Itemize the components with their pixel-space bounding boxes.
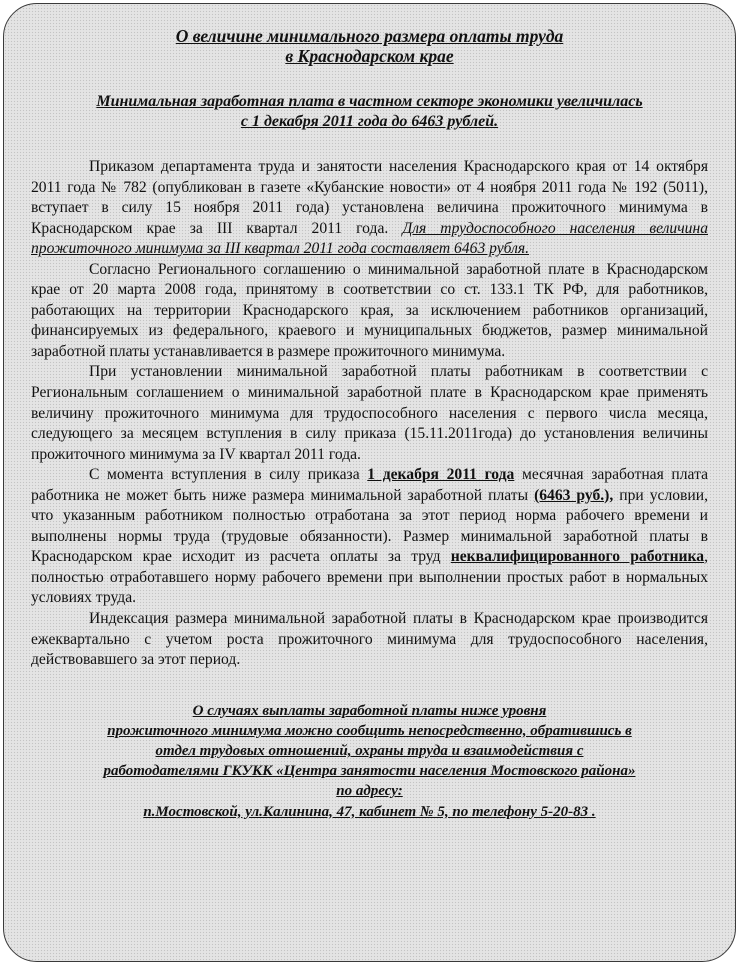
- contact-line-3: отдел трудовых отношений, охраны труда и взаимодействия с: [155, 743, 584, 760]
- paragraph-minimum-wage: [31, 465, 708, 609]
- minimum-wage-text-c: месячная заработная плата работника не может быть ниже размера минимальной заработной платы: [31, 466, 708, 504]
- minimum-wage-text-e: при условии, что указанным работником полностью отработана за этот период норма рабочего времени и выполнены нормы труда (трудовые обязанности). Размер минимальной заработной платы в Краснодарском крае исходит из расчета оплаты за труд: [31, 486, 708, 566]
- minimum-wage-text-a: С момента вступления в силу приказа: [89, 466, 368, 484]
- subsistence-minimum-note: Для трудоспособного населения величина прожиточного минимума за III квартал 2011 года составляет 6463 рубля.: [31, 219, 708, 258]
- unskilled-worker: неквалифицированного работника: [450, 548, 705, 566]
- effective-date: 1 декабря 2011 года: [367, 466, 515, 484]
- contact-line-4: работодателями ГКУКК «Центра занятости населения Мостовского района»: [103, 763, 636, 780]
- contact-line-2: прожиточного минимума можно сообщить непосредственно, обратившись в: [107, 722, 632, 739]
- contact-line-5: по адресу:: [336, 783, 403, 800]
- minimum-wage-text-g: , полностью отработавшего норму рабочего времени при выполнении простых работ в нормальных условиях труда.: [31, 548, 708, 607]
- subtitle-line-1: Минимальная заработная плата в частном секторе экономики увеличилась: [96, 93, 643, 110]
- notice-card: [3, 3, 736, 962]
- page-subtitle: [31, 92, 708, 132]
- contact-address: п.Мостовской, ул.Калинина, 47, кабинет № 5, по телефону 5-20-83 .: [143, 803, 596, 820]
- paragraph-indexation: Индексация размера минимальной заработной платы в Краснодарском крае производится ежеквартально с учетом роста прожиточного минимума для трудоспособного населения, действовавшего за этот период.: [31, 610, 708, 669]
- article-body: [31, 157, 708, 671]
- paragraph-order-text: Приказом департамента труда и занятости населения Краснодарского края от 14 октября 2011 года № 782 (опубликован в газете «Кубанские новости» от 4 ноября 2011 года № 192 (5011), вступает в силу 15 ноября 2011 года) установлена величина прожиточного минимума в Краснодарском крае за III квартал 2011 года.: [31, 158, 708, 237]
- paragraph-order: [31, 157, 708, 260]
- paragraph-application: При установлении минимальной заработной платы работникам в соответствии с Региональным соглашением о минимальной заработной плате в Краснодарском крае применять величину прожиточного минимума для трудоспособного населения с первого числа месяца, следующего за месяцем вступления в силу приказа (15.11.2011года) до установления величины прожиточного минимума за IV квартал 2011 года.: [31, 363, 708, 463]
- contact-info: [31, 701, 708, 822]
- paragraph-agreement: Согласно Регионального соглашению о минимальной заработной плате в Краснодарском крае от 20 марта 2008 года, принятому в соответствии со ст. 133.1 ТК РФ, для работников, работающих на территории Краснодарского края, за исключением работников организаций, финансируемых из федерального, краевого и муниципальных бюджетов, размер минимальной заработной платы устанавливается в размере прожиточного минимума.: [31, 260, 708, 360]
- subtitle-line-2: с 1 декабря 2011 года до 6463 рублей.: [240, 113, 499, 130]
- page-title: [31, 26, 708, 66]
- title-line-1: О величине минимального размера оплаты труда: [175, 26, 564, 46]
- contact-line-1: О случаях выплаты заработной платы ниже уровня: [192, 702, 547, 719]
- title-line-2: в Краснодарском крае: [285, 46, 454, 66]
- minimum-wage-amount: (6463 руб.),: [534, 486, 614, 504]
